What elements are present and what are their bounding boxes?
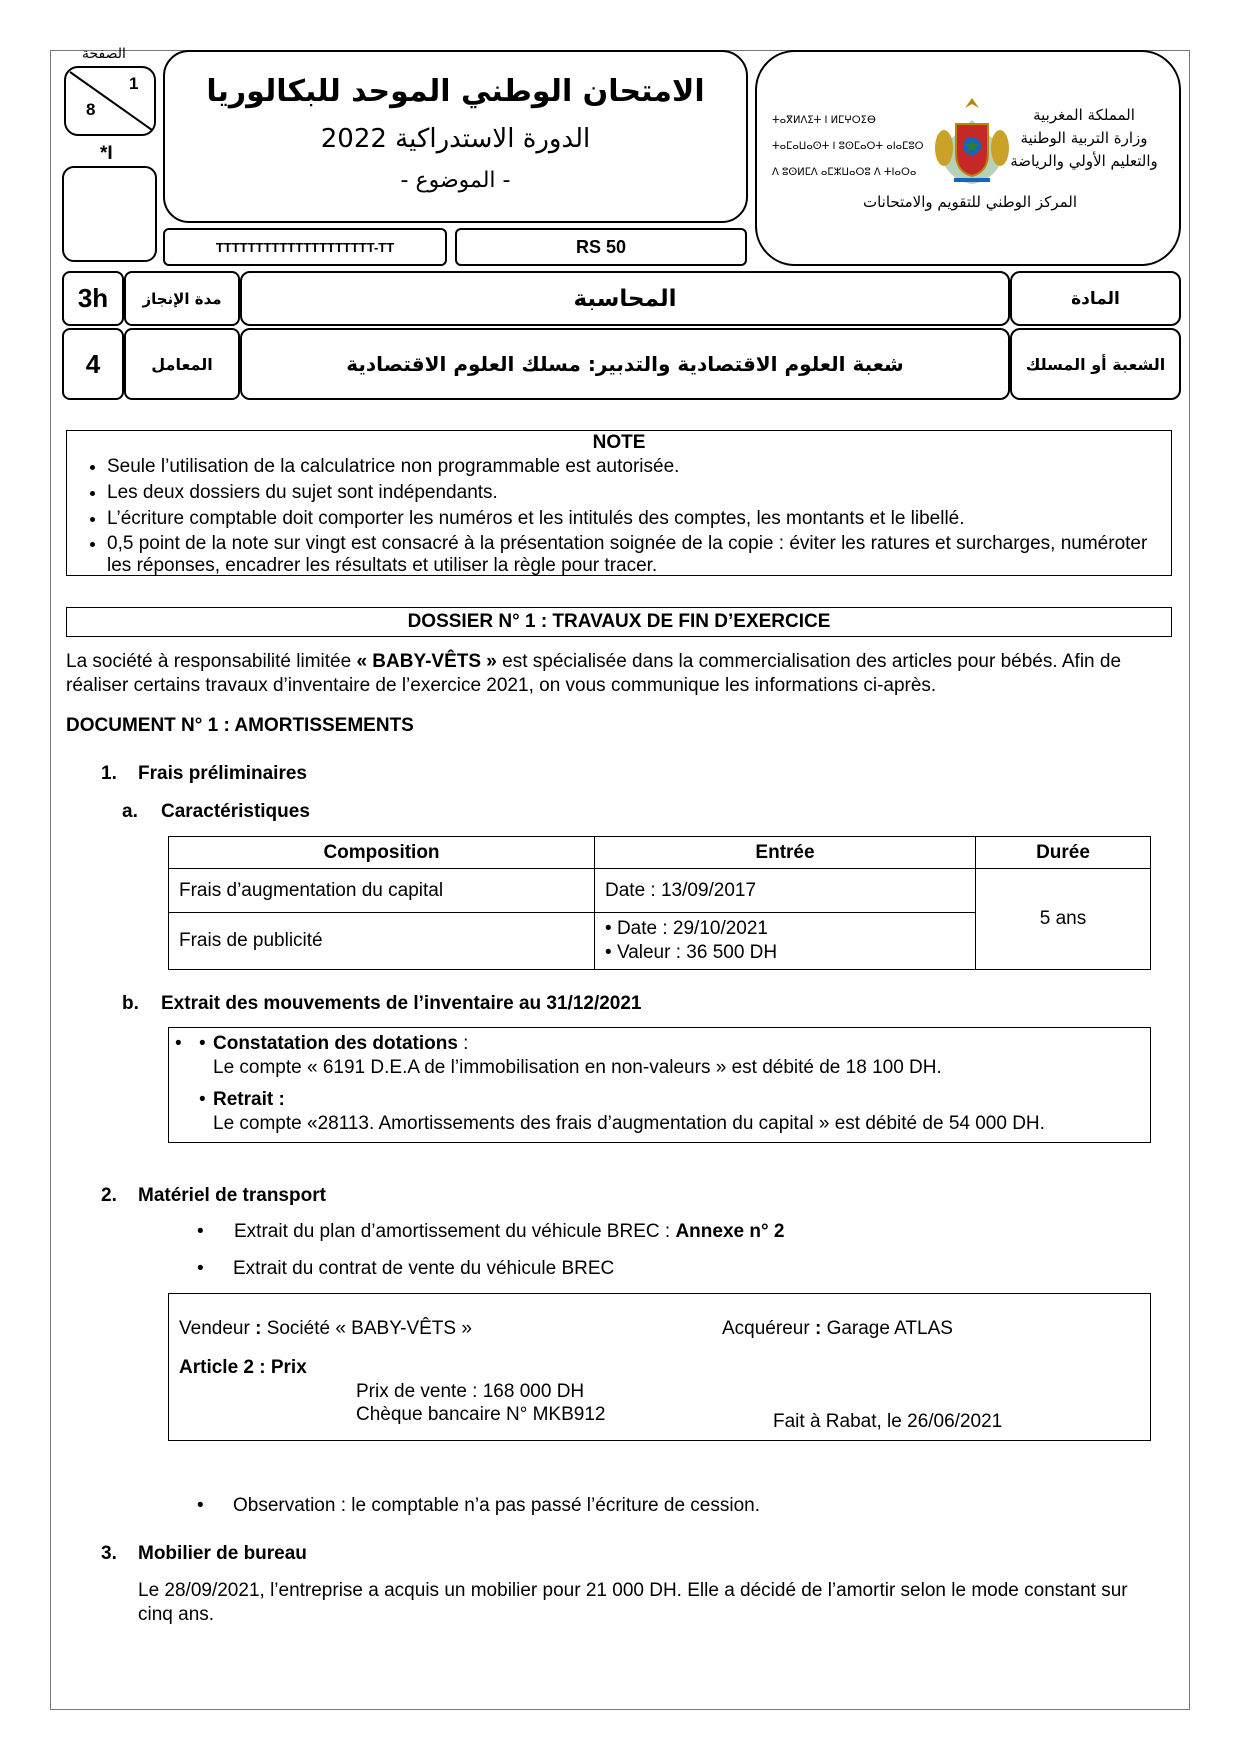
branch-label: الشعبة أو المسلك — [1010, 328, 1181, 400]
bullet-observation: • Observation : le comptable n’a pas passé l’écriture de cession. — [197, 1495, 760, 1516]
table-cell: Frais de publicité — [169, 913, 595, 970]
page-number: 1 — [129, 74, 139, 93]
entree-valeur: • Valeur : 36 500 DH — [605, 942, 778, 963]
note-item: • 0,5 point de la note sur vingt est consacré à la présentation soignée de la copie : éviter les ratures et surcharges, numéroter les réponses, encadrer les résultats et utiliser la règle pour tracer. — [107, 533, 1171, 577]
exam-code: TTTTTTTTTTTTTTTTTTTT-TT — [163, 228, 447, 266]
note-item: • Seule l’utilisation de la calculatrice non programmable est autorisée. — [107, 455, 1171, 478]
duration-value: 3h — [62, 271, 124, 326]
section-1a-letter: a. — [122, 801, 138, 822]
table-cell-duree: 5 ans — [976, 869, 1151, 970]
table-cell: Date : 13/09/2017 — [595, 869, 976, 913]
note-box — [66, 430, 1172, 576]
contract-place-date: Fait à Rabat, le 26/06/2021 — [773, 1411, 1003, 1432]
tifinagh-line-2: ⵜⴰⵎⴰⵡⴰⵙⵜ ⵏ ⵓⵙⵎⴰⵔⵜ ⴰⵏⴰⵎⵓⵔ — [772, 141, 924, 152]
subject-field-label: المادة — [1010, 271, 1181, 326]
section-3-text: Le 28/09/2021, l’entreprise a acquis un mobilier pour 21 000 DH. Elle a décidé de l’amortir selon le mode constant sur cinq ans. — [138, 1580, 1128, 1625]
subject-label: - الموضوع - — [400, 168, 511, 193]
institution-center-name: المركز الوطني للتقويم والامتحانات — [862, 193, 1078, 211]
exam-title-box — [163, 50, 748, 223]
table-cell-entree — [595, 913, 976, 970]
section-1a-title: Caractéristiques — [161, 801, 310, 822]
duration-label: مدة الإنجاز — [124, 271, 240, 326]
contract-box — [168, 1293, 1151, 1441]
contract-article: Article 2 : Prix — [179, 1357, 307, 1378]
seller: Vendeur : Société « BABY-VÊTS » — [179, 1318, 472, 1339]
section-1b-letter: b. — [122, 993, 139, 1014]
exam-title: الامتحان الوطني الموحد للبكالوريا — [206, 74, 705, 109]
coat-of-arms-icon — [932, 90, 1012, 190]
table-header: Durée — [976, 837, 1151, 869]
page-label: الصفحة — [82, 46, 126, 62]
dossier-title: DOSSIER N° 1 : TRAVAUX DE FIN D’EXERCICE — [66, 607, 1172, 637]
table-header: Composition — [169, 837, 595, 869]
diagonal-divider — [66, 68, 154, 134]
ref-code: RS 50 — [455, 228, 747, 266]
paper-mark: *I — [100, 143, 113, 164]
table-cell: Frais d’augmentation du capital — [169, 869, 595, 913]
note-item: • Les deux dossiers du sujet sont indépendants. — [107, 481, 1171, 504]
coef-value: 4 — [62, 328, 124, 400]
institution-lines — [1000, 104, 1168, 173]
section-1b-title: Extrait des mouvements de l’inventaire au 31/12/2021 — [161, 993, 642, 1014]
branch-value: شعبة العلوم الاقتصادية والتدبير: مسلك العلوم الاقتصادية — [240, 328, 1010, 400]
bullet-contract: • Extrait du contrat de vente du véhicule BREC — [197, 1258, 615, 1279]
document-title: DOCUMENT N° 1 : AMORTISSEMENTS — [66, 715, 414, 736]
section-2-number: 2. — [101, 1185, 117, 1206]
tifinagh-line-3: ⴷ ⵓⵙⵍⵎⴷ ⴰⵎⵣⵡⴰⵔⵓ ⴷ ⵜⵏⴰⵔⴰ — [772, 167, 917, 178]
section-2-title: Matériel de transport — [138, 1185, 326, 1206]
dossier-intro: La société à responsabilité limitée « BABY-VÊTS » est spécialisée dans la commercialisation des articles pour bébés. Afin de réaliser certains travaux d’inventaire de l’exercice 2021, on vous communique les informations ci-après. — [66, 651, 1122, 696]
section-3-title: Mobilier de bureau — [138, 1543, 307, 1564]
movement-2: • Retrait : Le compte «28113. Amortissements des frais d’augmentation du capital » est débité de 54 000 DH. — [199, 1089, 1045, 1134]
institution-line-2: وزارة التربية الوطنية — [1020, 129, 1148, 147]
institution-line-3: والتعليم الأولي والرياضة — [1010, 152, 1158, 170]
tifinagh-lines — [772, 108, 932, 186]
characteristics-table — [168, 836, 1151, 970]
page-total: 8 — [86, 100, 96, 119]
movement-1: • Constatation des dotations : Le compte « 6191 D.E.A de l’immobilisation en non-valeurs » est débité de 18 100 DH. — [199, 1033, 942, 1078]
buyer: Acquéreur : Garage ATLAS — [722, 1318, 953, 1339]
institution-line-1: المملكة المغربية — [1033, 106, 1135, 124]
contract-cheque: Chèque bancaire N° MKB912 — [356, 1404, 606, 1425]
company-name: « BABY-VÊTS » — [356, 651, 497, 672]
note-title: NOTE — [592, 432, 646, 453]
section-3-number: 3. — [101, 1543, 117, 1564]
entree-date: • Date : 29/10/2021 — [605, 918, 769, 939]
section-1-number: 1. — [101, 763, 117, 784]
note-list — [67, 455, 1171, 577]
note-item: • L’écriture comptable doit comporter les numéros et les intitulés des comptes, les montants et le libellé. — [107, 507, 1171, 530]
bullet-annexe: • Extrait du plan d’amortissement du véhicule BREC : Annexe n° 2 — [197, 1221, 785, 1242]
table-header: Entrée — [595, 837, 976, 869]
exam-session: الدورة الاستدراكية 2022 — [320, 124, 591, 154]
contract-price: Prix de vente : 168 000 DH — [356, 1381, 585, 1402]
page-number-box — [64, 66, 156, 136]
movements-box — [168, 1027, 1151, 1143]
tifinagh-line-1: ⵜⴰⴳⵍⴷⵉⵜ ⵏ ⵍⵎⵖⵔⵉⴱ — [772, 115, 876, 126]
blank-box — [62, 166, 157, 262]
coef-label: المعامل — [124, 328, 240, 400]
subject-value: المحاسبة — [240, 271, 1010, 326]
section-1-title: Frais préliminaires — [138, 763, 307, 784]
